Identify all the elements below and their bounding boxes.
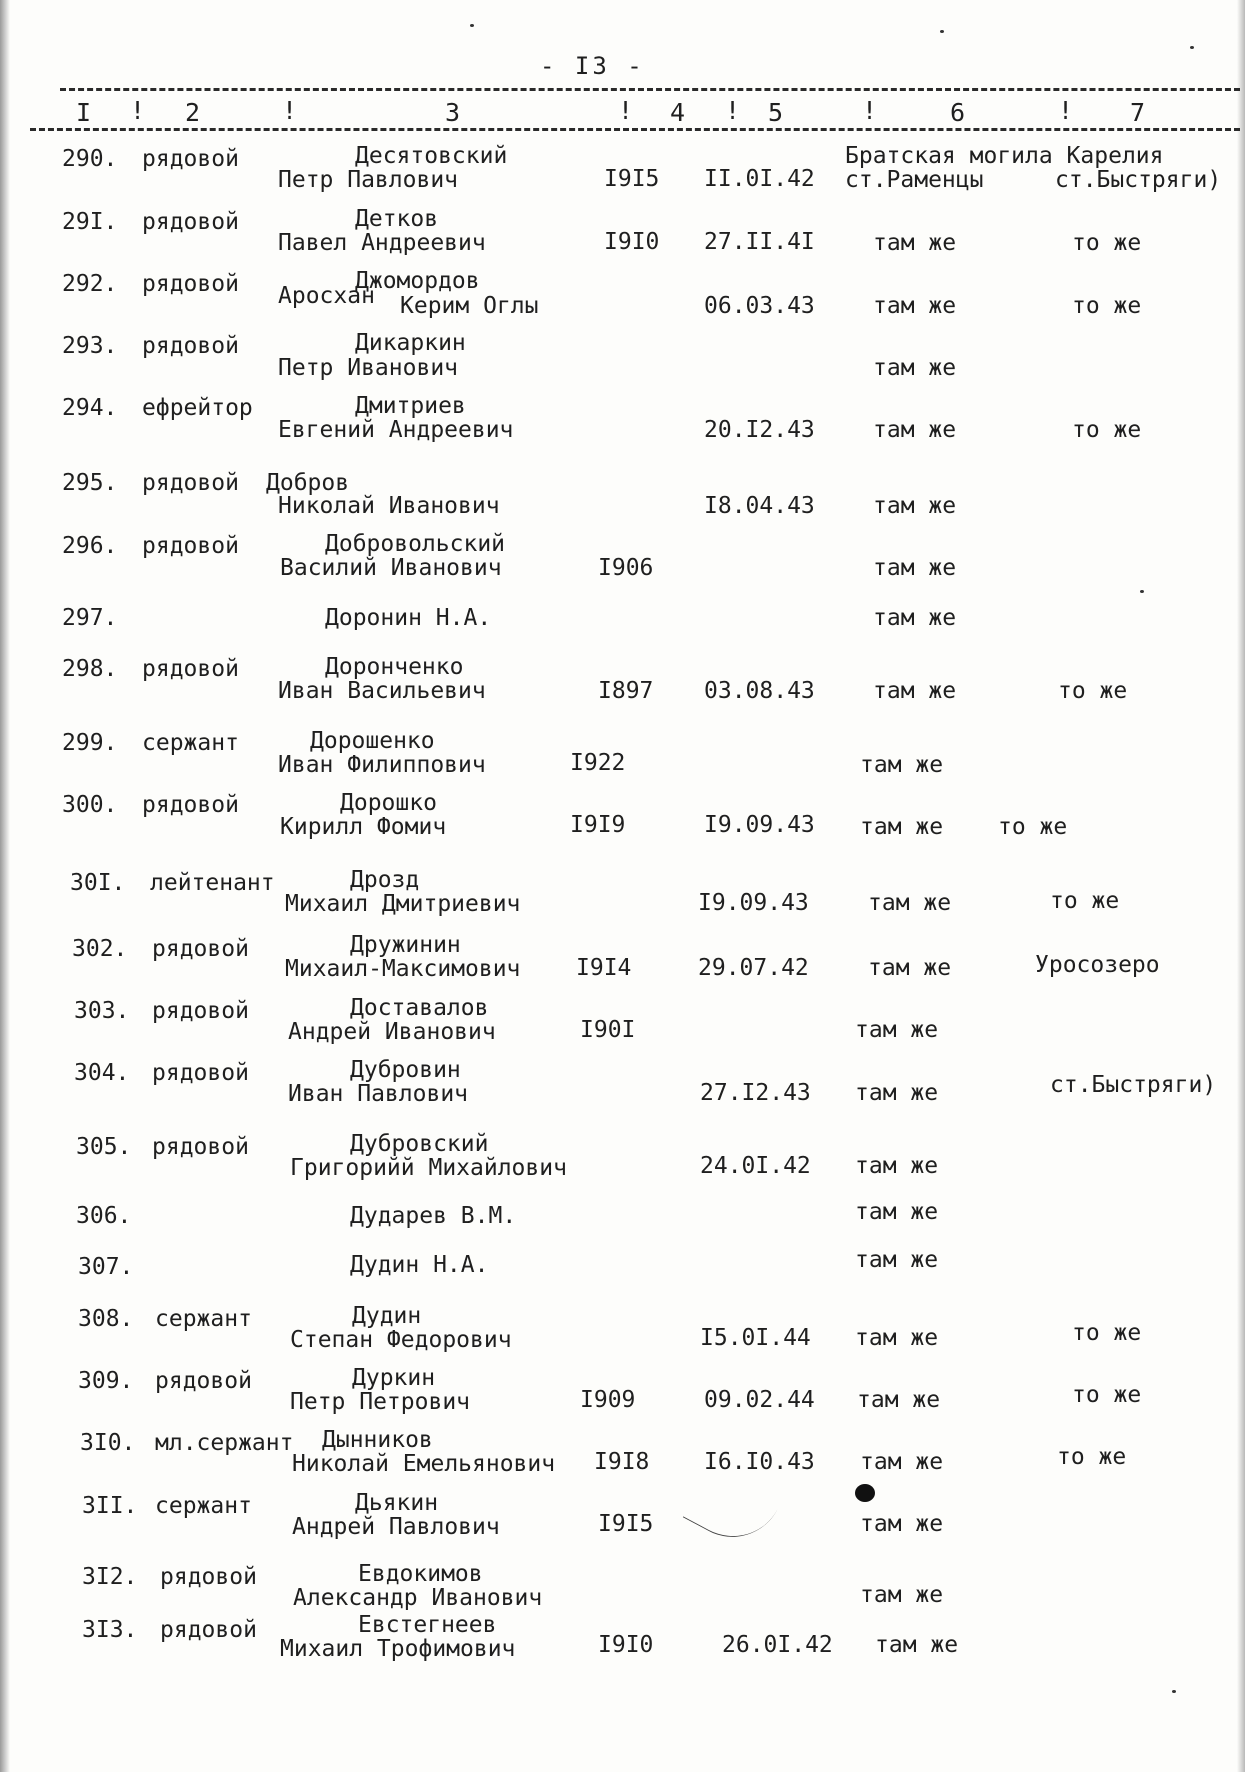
entry-birth-year: I9I9 (570, 812, 626, 838)
entry-death-date: 09.02.44 (704, 1387, 815, 1413)
ink-blot (855, 1484, 875, 1502)
entry-birth-year: I897 (598, 678, 654, 704)
speck (1140, 590, 1144, 593)
entry-number: 30I. (70, 870, 126, 896)
entry-rank: рядовой (142, 146, 239, 172)
column-header-2: 2 (185, 98, 201, 127)
entry-burial: там же (855, 1017, 939, 1043)
entry-number: 307. (78, 1254, 134, 1280)
entry-rank: сержант (155, 1306, 252, 1332)
entry-number: 305. (76, 1134, 132, 1160)
entry-burial: там же (860, 1511, 944, 1537)
entry-death-date: 26.0I.42 (722, 1632, 833, 1658)
entry-number: 303. (74, 998, 130, 1024)
entry-burial: там же (855, 1247, 939, 1273)
entry-birth-year: I922 (570, 750, 626, 776)
entry-rank: рядовой (152, 1134, 249, 1160)
entry-given-name: Иван Васильевич (278, 678, 486, 704)
column-separator: ! (725, 96, 741, 125)
entry-given-name: Евгений Андреевич (278, 417, 514, 443)
entry-rank: рядовой (152, 936, 249, 962)
speck (1190, 46, 1194, 49)
entry-surname: Доронин Н.А. (325, 605, 492, 631)
entry-given-name: Кирилл Фомич (280, 814, 447, 840)
entry-surname: Дьякин (355, 1490, 439, 1516)
entry-region: Уросозеро (1035, 952, 1160, 978)
entry-burial: Братская могила Карелия (845, 143, 1164, 169)
entry-burial: там же (873, 355, 957, 381)
speck (1172, 1690, 1176, 1693)
entry-surname: Дуркин (352, 1365, 436, 1391)
column-header-4: 4 (670, 98, 686, 127)
entry-surname: Дынников (322, 1427, 433, 1453)
entry-rank: рядовой (152, 998, 249, 1024)
entry-surname: Джомордов (355, 268, 480, 294)
entry-number: 302. (72, 936, 128, 962)
entry-birth-year: I90I (580, 1017, 636, 1043)
entry-surname: Дружинин (350, 932, 461, 958)
entry-number: 292. (62, 271, 118, 297)
entry-burial: там же (868, 955, 952, 981)
entry-burial-place: ст.Раменцы (845, 167, 984, 193)
entry-surname: Добровольский (325, 531, 506, 557)
entry-death-date: I6.I0.43 (704, 1449, 815, 1475)
entry-rank: рядовой (142, 271, 239, 297)
entry-burial: там же (873, 605, 957, 631)
entry-given-name: Михаил Дмитриевич (285, 891, 521, 917)
entry-rank: сержант (142, 730, 239, 756)
entry-death-date: 29.07.42 (698, 955, 809, 981)
entry-birth-year: I9I4 (576, 955, 632, 981)
entry-given-name: Григорийй Михайлович (290, 1155, 567, 1181)
entry-given-name: Андрей Павлович (292, 1514, 500, 1540)
entry-rank: рядовой (160, 1617, 257, 1643)
entry-number: 296. (62, 533, 118, 559)
entry-region: то же (1072, 230, 1142, 256)
entry-given-name: Петр Иванович (278, 355, 459, 381)
entry-death-date: 03.08.43 (704, 678, 815, 704)
entry-death-date: 06.03.43 (704, 293, 815, 319)
entry-number: 306. (76, 1203, 132, 1229)
entry-birth-year: I9I5 (604, 166, 660, 192)
column-header-1: I (76, 98, 92, 127)
entry-region: то же (1057, 1444, 1127, 1470)
entry-number: 294. (62, 395, 118, 421)
entry-rank: сержант (155, 1493, 252, 1519)
entry-birth-year: I906 (598, 555, 654, 581)
column-header-5: 5 (768, 98, 784, 127)
entry-surname: Дудин Н.А. (350, 1252, 489, 1278)
entry-rank: мл.сержант (155, 1430, 294, 1456)
entry-burial: там же (855, 1080, 939, 1106)
scan-edge-right (1237, 0, 1245, 1772)
entry-region: то же (1058, 678, 1128, 704)
entry-given-name: Василий Иванович (280, 555, 502, 581)
entry-surname: Добров (266, 470, 350, 496)
speck (940, 30, 944, 33)
entry-given-name: Николай Иванович (278, 493, 500, 519)
column-separator: ! (282, 96, 298, 125)
entry-burial: там же (855, 1325, 939, 1351)
header-rule-top (60, 88, 1240, 91)
entry-burial: там же (873, 555, 957, 581)
entry-number: 29I. (62, 209, 118, 235)
entry-birth-year: I9I0 (598, 1632, 654, 1658)
entry-number: 304. (74, 1060, 130, 1086)
entry-surname: Дударев В.М. (350, 1203, 517, 1229)
entry-given-name: Керим Оглы (400, 293, 539, 319)
entry-given-prefix: Аросхан (278, 283, 375, 309)
entry-number: 297. (62, 605, 118, 631)
entry-rank: рядовой (160, 1564, 257, 1590)
entry-given-name: Петр Петрович (290, 1389, 471, 1415)
entry-surname: Дмитриев (355, 393, 466, 419)
entry-number: 308. (78, 1306, 134, 1332)
entry-number: 309. (78, 1368, 134, 1394)
column-separator: ! (862, 96, 878, 125)
entry-surname: Дрозд (350, 867, 420, 893)
entry-burial: там же (860, 752, 944, 778)
entry-burial: там же (857, 1387, 941, 1413)
entry-rank: рядовой (142, 209, 239, 235)
entry-death-date: 27.I2.43 (700, 1080, 811, 1106)
column-header-7: 7 (1130, 98, 1146, 127)
entry-number: 298. (62, 656, 118, 682)
entry-burial: там же (873, 678, 957, 704)
entry-burial: там же (873, 493, 957, 519)
entry-given-name: Степан Федорович (290, 1327, 512, 1353)
entry-given-name: Иван Павлович (288, 1081, 469, 1107)
entry-rank: рядовой (142, 533, 239, 559)
entry-birth-year: I9I5 (598, 1511, 654, 1537)
column-separator: ! (618, 96, 634, 125)
entry-region: ст.Быстряги) (1050, 1072, 1217, 1098)
entry-burial: там же (860, 1582, 944, 1608)
entry-region: ст.Быстряги) (1055, 167, 1222, 193)
entry-given-name: Николай Емельянович (292, 1451, 556, 1477)
entry-number: 290. (62, 146, 118, 172)
entry-death-date: I9.09.43 (698, 890, 809, 916)
speck (470, 24, 474, 27)
entry-rank: ефрейтор (142, 395, 253, 421)
column-header-3: 3 (445, 98, 461, 127)
entry-birth-year: I9I0 (604, 229, 660, 255)
entry-number: 3I0. (80, 1430, 136, 1456)
entry-burial: там же (860, 814, 944, 840)
entry-surname: Дудин (352, 1303, 422, 1329)
entry-given-name: Андрей Иванович (288, 1019, 496, 1045)
entry-death-date: 20.I2.43 (704, 417, 815, 443)
column-header-6: 6 (950, 98, 966, 127)
entry-rank: рядовой (142, 792, 239, 818)
entry-region: то же (1072, 1382, 1142, 1408)
entry-burial: там же (855, 1153, 939, 1179)
entry-given-name: Павел Андреевич (278, 230, 486, 256)
entry-region: то же (1072, 417, 1142, 443)
entry-number: 299. (62, 730, 118, 756)
entry-number: 3I2. (82, 1564, 138, 1590)
entry-surname: Евдокимов (358, 1561, 483, 1587)
entry-surname: Дубровский (350, 1131, 489, 1157)
entry-death-date: I5.0I.44 (700, 1325, 811, 1351)
entry-burial: там же (860, 1449, 944, 1475)
entry-surname: Детков (355, 206, 439, 232)
entry-given-name: Иван Филиппович (278, 752, 486, 778)
entry-region: то же (1050, 888, 1120, 914)
entry-birth-year: I9I8 (594, 1449, 650, 1475)
column-separator: ! (130, 96, 146, 125)
entry-region: то же (1072, 293, 1142, 319)
entry-surname: Дикаркин (355, 330, 466, 356)
entry-burial: там же (868, 890, 952, 916)
entry-death-date: 24.0I.42 (700, 1153, 811, 1179)
entry-burial: там же (873, 417, 957, 443)
entry-surname: Евстегнеев (358, 1612, 497, 1638)
entry-surname: Дубровин (350, 1057, 461, 1083)
entry-surname: Доставалов (350, 995, 489, 1021)
entry-rank: рядовой (142, 333, 239, 359)
entry-number: 295. (62, 470, 118, 496)
entry-burial: там же (855, 1199, 939, 1225)
entry-surname: Дорошенко (310, 728, 435, 754)
entry-rank: рядовой (142, 470, 239, 496)
entry-rank: рядовой (142, 656, 239, 682)
entry-number: 3II. (82, 1493, 138, 1519)
entry-death-date: II.0I.42 (704, 166, 815, 192)
entry-given-name: Петр Павлович (278, 167, 459, 193)
entry-region: то же (1072, 1320, 1142, 1346)
entry-rank: рядовой (152, 1060, 249, 1086)
entry-death-date: I9.09.43 (704, 812, 815, 838)
entry-given-name: Михаил-Максимович (285, 956, 521, 982)
entry-number: 300. (62, 792, 118, 818)
entry-birth-year: I909 (580, 1387, 636, 1413)
entry-given-name: Михаил Трофимович (280, 1636, 516, 1662)
entry-number: 3I3. (82, 1617, 138, 1643)
entry-surname: Доронченко (325, 654, 464, 680)
page-number: - I3 - (540, 52, 645, 80)
entry-surname: Десятовский (355, 143, 508, 169)
header-rule-bottom (30, 128, 1240, 131)
column-separator: ! (1058, 96, 1074, 125)
entry-rank: рядовой (155, 1368, 252, 1394)
entry-death-date: 27.II.4I (704, 229, 815, 255)
entry-burial: там же (873, 293, 957, 319)
entry-region: то же (998, 814, 1068, 840)
entry-death-date: I8.04.43 (704, 493, 815, 519)
entry-rank: лейтенант (150, 870, 275, 896)
entry-burial: там же (875, 1632, 959, 1658)
entry-number: 293. (62, 333, 118, 359)
entry-burial: там же (873, 230, 957, 256)
entry-given-name: Александр Иванович (293, 1585, 543, 1611)
scan-edge-left (0, 0, 10, 1772)
pencil-mark (683, 1472, 778, 1555)
entry-surname: Дорошко (340, 790, 437, 816)
